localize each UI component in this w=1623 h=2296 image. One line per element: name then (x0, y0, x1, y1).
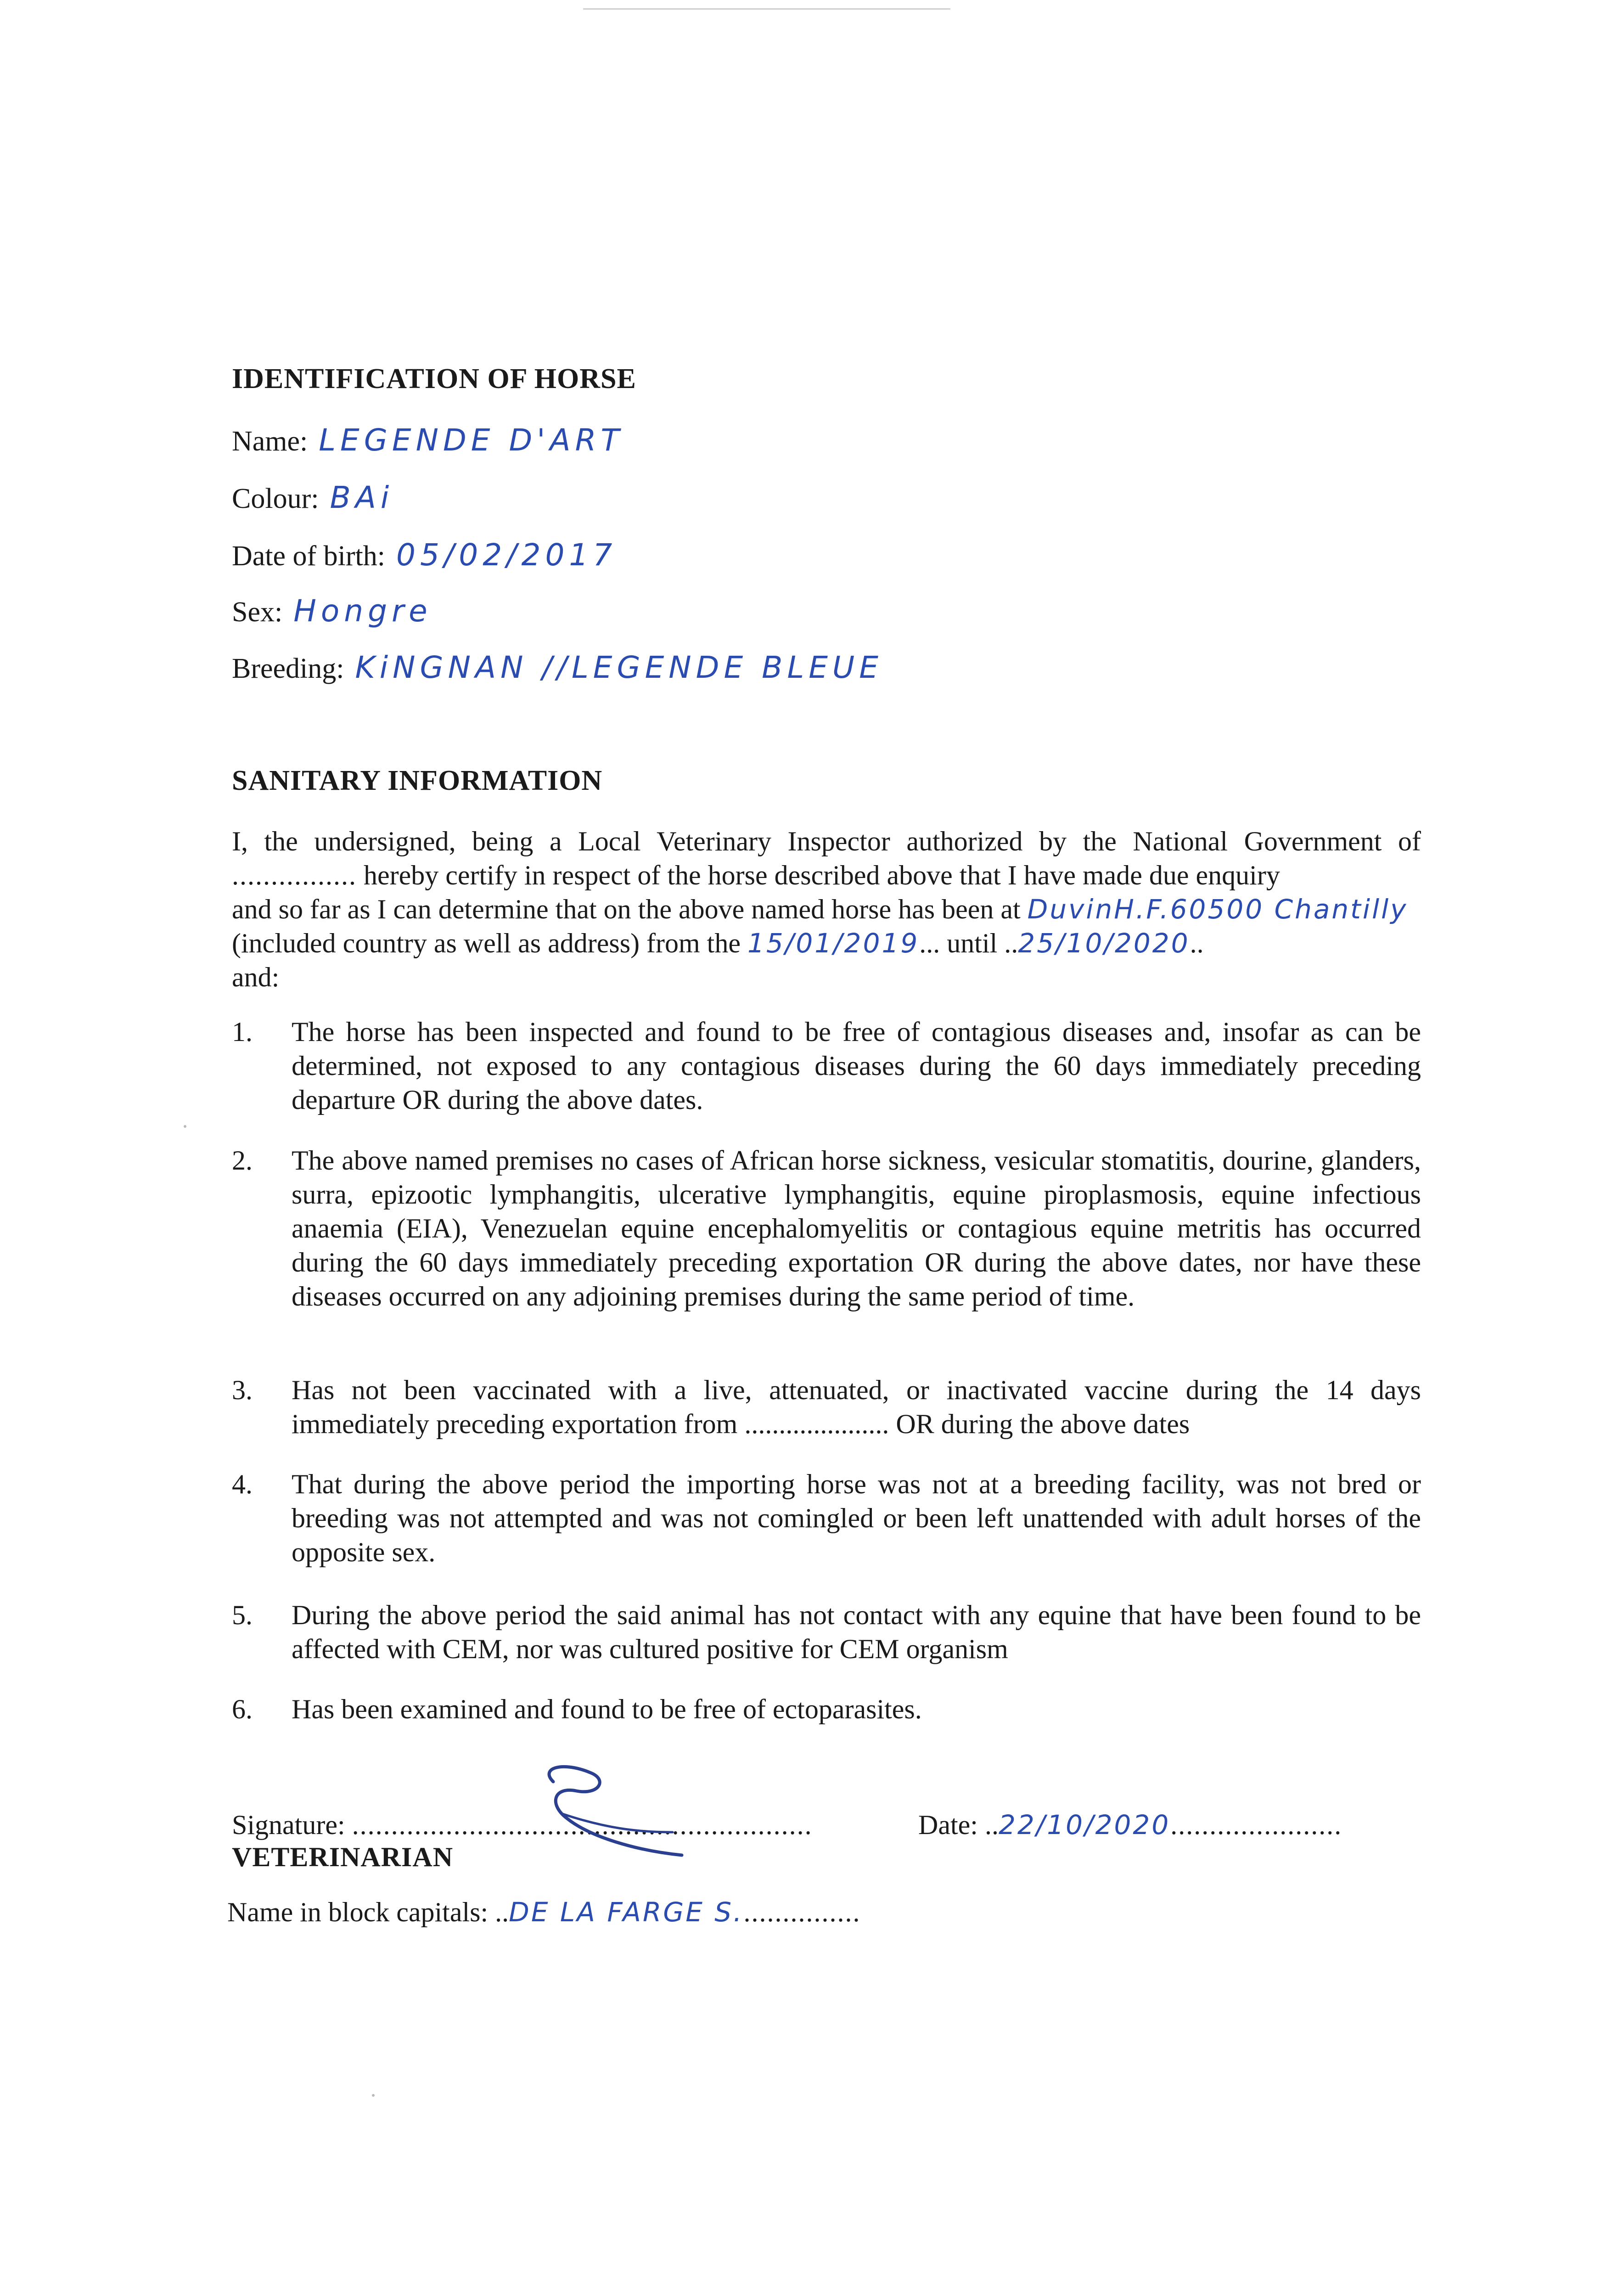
dob-label: Date of birth: (232, 540, 386, 572)
sex-label: Sex: (232, 597, 283, 628)
item-text: The above named premises no cases of African horse sickness, vesicular stomatitis, dourine, glanders, surra, epizootic lymphangitis, ulcerative lymphangitis, equine piroplasmosis, equine infectious anaemia (EIA), Venezuelan equine encephalomyelitis or contagious equine metritis has occurred during the 60 days immediately preceding exportation OR during the above dates, nor have these diseases occurred on any adjoining premises during the same period of time. (292, 1145, 1421, 1311)
until-date-value: 25/10/2020 (1018, 928, 1190, 959)
government-dots: ................ (232, 860, 357, 890)
block-capitals-dots: ............... (743, 1897, 861, 1927)
name-label: Name: (232, 426, 308, 457)
date-value: 22/10/2020 (998, 1809, 1171, 1840)
scan-speck (372, 2094, 375, 2097)
sanitary-line-4: (included country as well as address) from the 15/01/2019... until ..25/10/2020.. (232, 928, 1204, 959)
top-scan-line (583, 8, 950, 10)
veterinarian-label: VETERINARIAN (232, 1842, 454, 1872)
sanitary-line-4-text: (included country as well as address) from the (232, 928, 741, 958)
item-number: 3. (232, 1375, 253, 1405)
colour-value: BAi (330, 480, 394, 515)
breeding-label: Breeding: (232, 653, 344, 684)
colour-field (232, 480, 393, 515)
item-text: Has been examined and found to be free of ectoparasites. (292, 1694, 922, 1724)
scan-speck (184, 1125, 186, 1128)
block-capitals-label: Name in block capitals: (227, 1897, 489, 1927)
dob-field (232, 537, 617, 573)
from-date-value: 15/01/2019 (747, 928, 920, 959)
item-text: Has not been vaccinated with a live, attenuated, or inactivated vaccine during the 14 days immediately preceding exportation from ..................... OR during the above dates (292, 1375, 1421, 1439)
sanitary-line-5: and: (232, 962, 280, 992)
item-text: That during the above period the importing horse was not at a breeding facility, was not bred or breeding was not attempted and was not comingled or been left unattended with adult horses of the opposite sex. (292, 1469, 1421, 1567)
item-number: 5. (232, 1600, 253, 1630)
item-text: The horse has been inspected and found to be free of contagious diseases and, insofar as can be determined, not exposed to any contagious diseases during the 60 days immediately preceding departure OR during the above dates. (292, 1017, 1421, 1115)
sanitary-heading: SANITARY INFORMATION (232, 765, 603, 796)
date-row: Date: ..22/10/2020...................... (918, 1809, 1342, 1840)
sanitary-line-2 (232, 858, 1421, 892)
breeding-field (232, 650, 883, 685)
name-field (232, 422, 624, 458)
sanitary-line-2-text: hereby certify in respect of the horse described above that I have made due enquiry (364, 860, 1280, 890)
handwritten-signature (535, 1763, 774, 1869)
signature-label: Signature: (232, 1810, 345, 1840)
item-text: During the above period the said animal has not contact with any equine that have been found to be affected with CEM, nor was cultured positive for CEM organism (292, 1600, 1421, 1664)
sanitary-paragraph (232, 824, 1421, 994)
until-label: until (947, 928, 998, 958)
item-number: 1. (232, 1017, 253, 1047)
item-number: 2. (232, 1145, 253, 1176)
sanitary-line-3 (232, 892, 1421, 926)
name-value: LEGENDE D'ART (319, 422, 624, 458)
date-label: Date: (918, 1810, 978, 1840)
block-capitals-value: DE LA FARGE S. (509, 1896, 744, 1928)
dob-value: 05/02/2017 (396, 537, 617, 573)
date-dots: ...................... (1170, 1810, 1342, 1840)
sanitary-line-3-text: and so far as I can determine that on the above named horse has been at (232, 894, 1021, 924)
item-number: 4. (232, 1469, 253, 1499)
sanitary-line-1: I, the undersigned, being a Local Veterinary Inspector authorized by the National Government of (232, 826, 1421, 856)
item-number: 6. (232, 1694, 253, 1724)
location-value: DuvinH.F.60500 Chantilly (1027, 894, 1408, 925)
identification-heading: IDENTIFICATION OF HORSE (232, 363, 636, 394)
colour-label: Colour: (232, 483, 319, 514)
sex-field (232, 593, 432, 629)
sex-value: Hongre (293, 593, 432, 629)
block-capitals-row: Name in block capitals: ..DE LA FARGE S................ (227, 1896, 861, 1928)
signature-dots: ........................................................... (352, 1810, 813, 1840)
breeding-value: KiNGNAN //LEGENDE BLEUE (355, 650, 883, 685)
